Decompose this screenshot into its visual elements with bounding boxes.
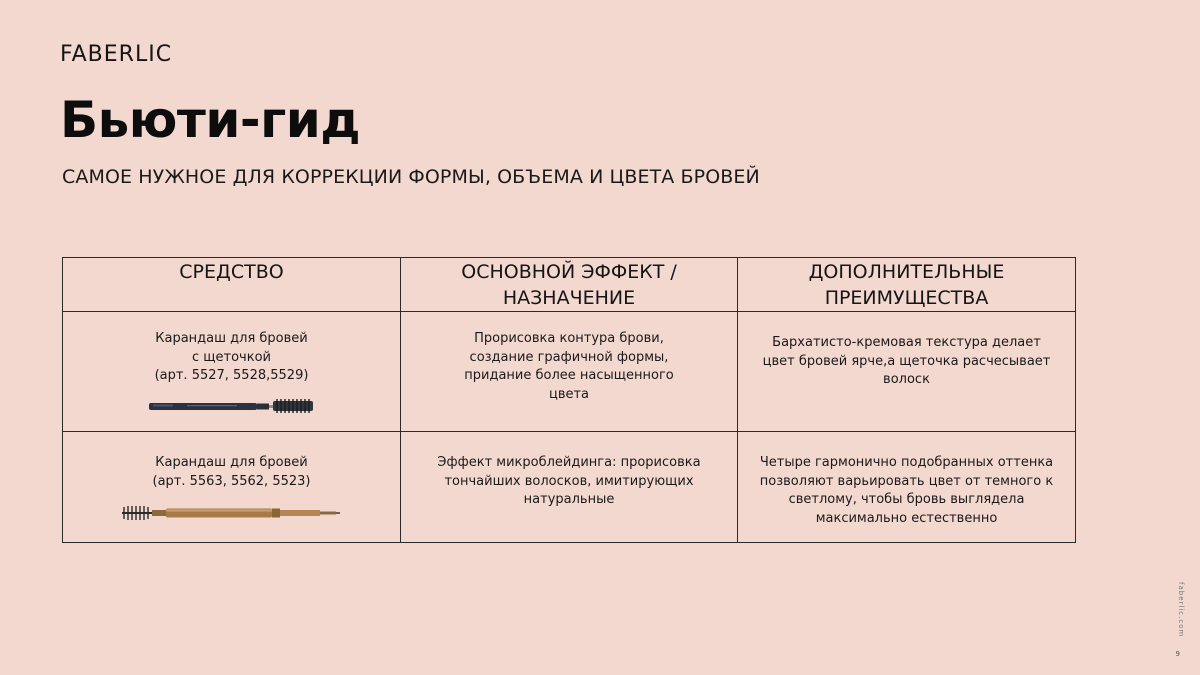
table-row — [63, 432, 1076, 543]
product-article: (арт. 5563, 5562, 5523) — [152, 473, 311, 489]
eyebrow-pencil-with-brush-icon — [147, 398, 317, 414]
product-detail: с щеточкой — [192, 349, 271, 365]
beauty-guide-table — [62, 257, 1076, 543]
site-url: faberlic.com — [1177, 582, 1185, 638]
header-product: СРЕДСТВО — [63, 258, 401, 312]
page-title: Бьюти-гид — [60, 91, 361, 149]
effect-text: Прорисовка контура брови, создание графичной формы, придание более насыщенного цвета — [464, 331, 674, 402]
microblading-pencil-with-spoolie-icon — [122, 505, 342, 521]
benefits-cell — [738, 432, 1076, 543]
benefits-text: Четыре гармонично подобранных оттенка позволяют варьировать цвет от темного к светлому, чтобы бровь выглядела максимально естественно — [759, 455, 1054, 526]
product-cell — [63, 312, 401, 432]
table-row — [63, 312, 1076, 432]
brand-logo: FABERLIC — [60, 42, 173, 67]
header-benefits: ДОПОЛНИТЕЛЬНЫЕ ПРЕИМУЩЕСТВА — [738, 258, 1076, 312]
product-cell — [63, 432, 401, 543]
page-number: 9 — [1175, 650, 1180, 658]
effect-cell — [401, 312, 738, 432]
table-header-row — [63, 258, 1076, 312]
benefits-text: Бархатисто-кремовая текстура делает цвет бровей ярче,а щеточка расчесывает волоск — [762, 335, 1051, 387]
page-subtitle: САМОЕ НУЖНОЕ ДЛЯ КОРРЕКЦИИ ФОРМЫ, ОБЪЕМА И ЦВЕТА БРОВЕЙ — [62, 166, 760, 188]
effect-text: Эффект микроблейдинга: прорисовка тончайших волосков, имитирующих натуральные — [437, 455, 701, 507]
effect-cell — [401, 432, 738, 543]
product-name: Карандаш для бровей — [155, 455, 308, 470]
header-effect: ОСНОВНОЙ ЭФФЕКТ / НАЗНАЧЕНИЕ — [401, 258, 738, 312]
benefits-cell — [738, 312, 1076, 432]
product-article: (арт. 5527, 5528,5529) — [154, 368, 309, 383]
product-name: Карандаш для бровей — [155, 331, 308, 346]
